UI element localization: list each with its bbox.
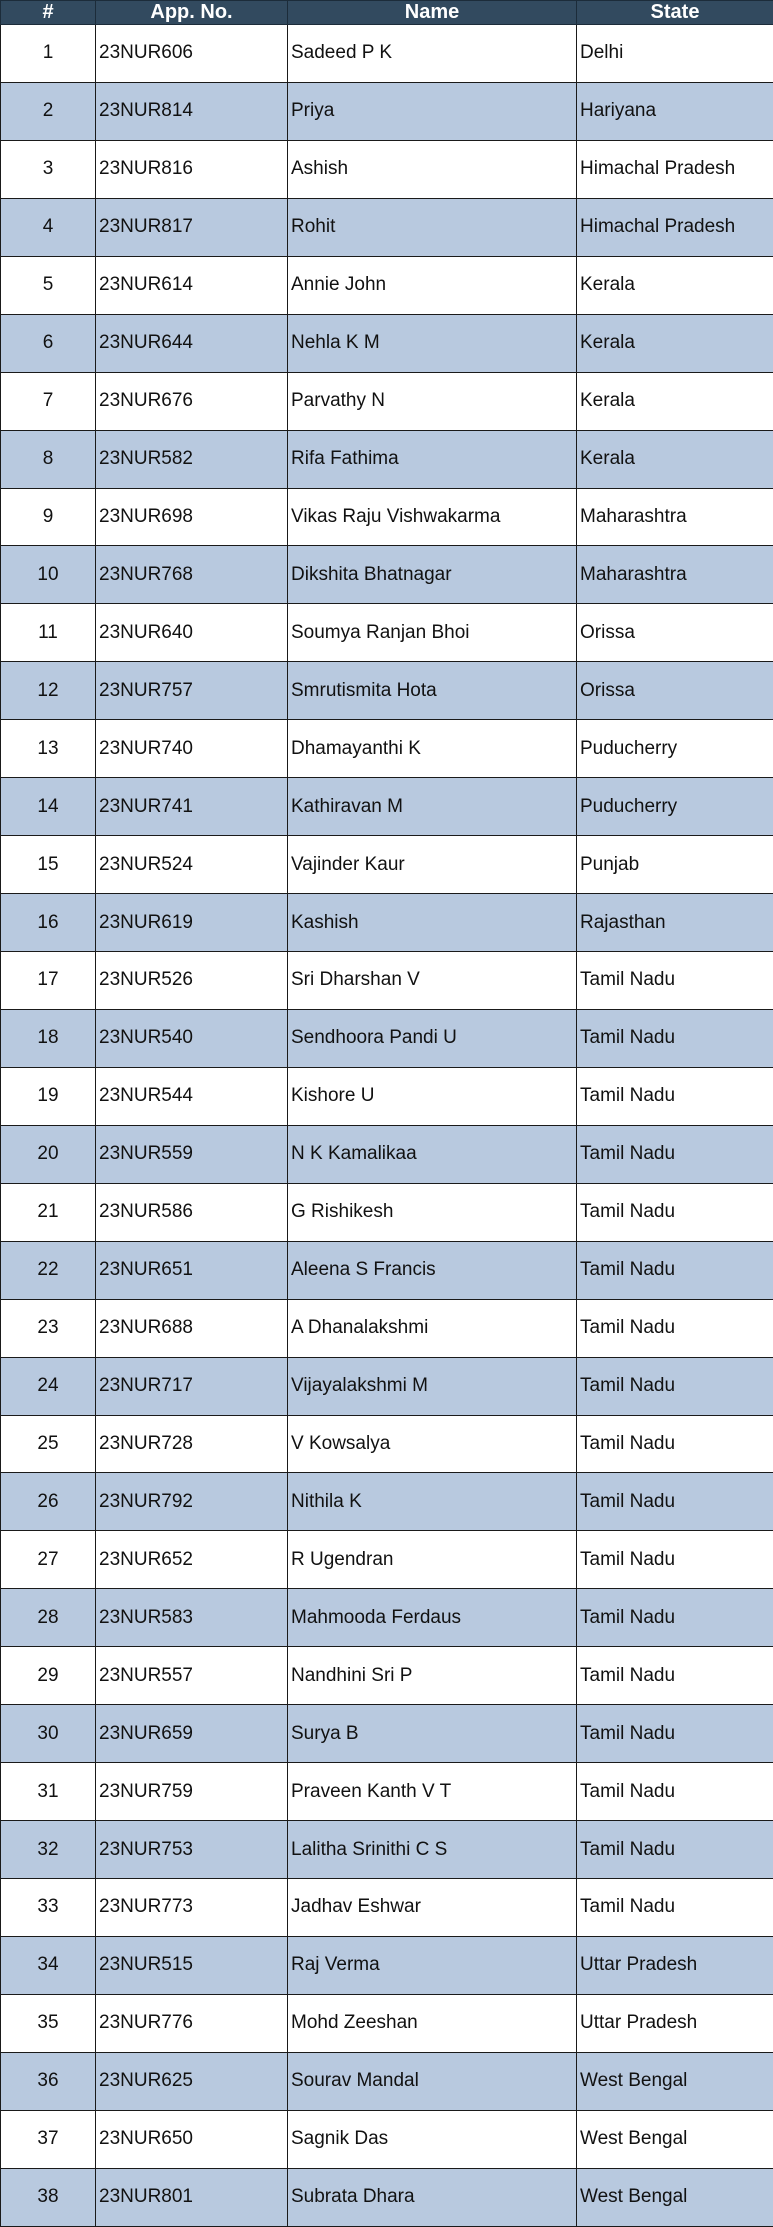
table-row [1, 1763, 773, 1821]
table-row [1, 894, 773, 952]
cell-serial: 32 [1, 1821, 96, 1879]
cell-name: Mohd Zeeshan [288, 1994, 577, 2052]
cell-serial: 9 [1, 488, 96, 546]
table-row [1, 198, 773, 256]
cell-name: Aleena S Francis [288, 1241, 577, 1299]
table-row [1, 25, 773, 83]
table-row [1, 662, 773, 720]
cell-name: Sourav Mandal [288, 2052, 577, 2110]
cell-app-no: 23NUR741 [96, 778, 288, 836]
cell-name: Rifa Fathima [288, 430, 577, 488]
cell-state: Tamil Nadu [577, 1299, 773, 1357]
cell-serial: 16 [1, 894, 96, 952]
table-row [1, 314, 773, 372]
cell-app-no: 23NUR540 [96, 1009, 288, 1067]
table-row [1, 1357, 773, 1415]
cell-state: West Bengal [577, 2168, 773, 2226]
cell-state: Tamil Nadu [577, 1357, 773, 1415]
cell-state: Kerala [577, 372, 773, 430]
table-row [1, 1241, 773, 1299]
cell-state: Tamil Nadu [577, 1241, 773, 1299]
cell-app-no: 23NUR768 [96, 546, 288, 604]
table-row [1, 1299, 773, 1357]
cell-serial: 7 [1, 372, 96, 430]
header-serial: # [1, 1, 96, 25]
cell-state: Tamil Nadu [577, 1531, 773, 1589]
cell-serial: 18 [1, 1009, 96, 1067]
cell-state: Kerala [577, 430, 773, 488]
cell-serial: 34 [1, 1936, 96, 1994]
cell-name: Sadeed P K [288, 25, 577, 83]
cell-app-no: 23NUR640 [96, 604, 288, 662]
cell-state: Puducherry [577, 720, 773, 778]
header-row [1, 1, 773, 25]
cell-app-no: 23NUR619 [96, 894, 288, 952]
cell-serial: 4 [1, 198, 96, 256]
table-row [1, 2052, 773, 2110]
cell-name: Kashish [288, 894, 577, 952]
cell-app-no: 23NUR557 [96, 1647, 288, 1705]
cell-name: Sri Dharshan V [288, 952, 577, 1010]
cell-name: Subrata Dhara [288, 2168, 577, 2226]
header-name: Name [288, 1, 577, 25]
cell-state: Tamil Nadu [577, 1763, 773, 1821]
cell-serial: 33 [1, 1879, 96, 1937]
cell-app-no: 23NUR524 [96, 836, 288, 894]
cell-serial: 3 [1, 140, 96, 198]
table-row [1, 604, 773, 662]
table-row [1, 1125, 773, 1183]
cell-name: N K Kamalikaa [288, 1125, 577, 1183]
table-row [1, 720, 773, 778]
cell-app-no: 23NUR651 [96, 1241, 288, 1299]
cell-serial: 26 [1, 1473, 96, 1531]
cell-app-no: 23NUR515 [96, 1936, 288, 1994]
cell-app-no: 23NUR753 [96, 1821, 288, 1879]
cell-state: Orissa [577, 604, 773, 662]
cell-serial: 1 [1, 25, 96, 83]
cell-serial: 24 [1, 1357, 96, 1415]
cell-serial: 36 [1, 2052, 96, 2110]
cell-app-no: 23NUR586 [96, 1183, 288, 1241]
table-row [1, 836, 773, 894]
cell-name: Soumya Ranjan Bhoi [288, 604, 577, 662]
cell-state: Puducherry [577, 778, 773, 836]
cell-name: Sendhoora Pandi U [288, 1009, 577, 1067]
cell-name: Parvathy N [288, 372, 577, 430]
cell-app-no: 23NUR559 [96, 1125, 288, 1183]
table-row [1, 1589, 773, 1647]
cell-app-no: 23NUR773 [96, 1879, 288, 1937]
cell-serial: 12 [1, 662, 96, 720]
cell-app-no: 23NUR814 [96, 82, 288, 140]
cell-state: Tamil Nadu [577, 1125, 773, 1183]
cell-state: Hariyana [577, 82, 773, 140]
table-row [1, 2110, 773, 2168]
cell-name: Annie John [288, 256, 577, 314]
table-row [1, 372, 773, 430]
cell-state: West Bengal [577, 2052, 773, 2110]
cell-name: Vikas Raju Vishwakarma [288, 488, 577, 546]
table-row [1, 2168, 773, 2226]
cell-name: Kishore U [288, 1067, 577, 1125]
cell-serial: 15 [1, 836, 96, 894]
cell-state: Tamil Nadu [577, 1473, 773, 1531]
cell-name: Ashish [288, 140, 577, 198]
cell-app-no: 23NUR801 [96, 2168, 288, 2226]
cell-name: Smrutismita Hota [288, 662, 577, 720]
cell-state: Tamil Nadu [577, 1821, 773, 1879]
cell-serial: 14 [1, 778, 96, 836]
cell-state: Rajasthan [577, 894, 773, 952]
cell-state: Tamil Nadu [577, 1647, 773, 1705]
table-row [1, 1705, 773, 1763]
cell-app-no: 23NUR698 [96, 488, 288, 546]
table-row [1, 952, 773, 1010]
cell-state: Himachal Pradesh [577, 198, 773, 256]
cell-name: R Ugendran [288, 1531, 577, 1589]
cell-serial: 17 [1, 952, 96, 1010]
cell-state: Maharashtra [577, 546, 773, 604]
table-row [1, 778, 773, 836]
cell-name: Raj Verma [288, 1936, 577, 1994]
cell-serial: 6 [1, 314, 96, 372]
cell-app-no: 23NUR544 [96, 1067, 288, 1125]
table-row [1, 1009, 773, 1067]
cell-name: Nithila K [288, 1473, 577, 1531]
cell-app-no: 23NUR625 [96, 2052, 288, 2110]
cell-name: Praveen Kanth V T [288, 1763, 577, 1821]
cell-name: Mahmooda Ferdaus [288, 1589, 577, 1647]
cell-app-no: 23NUR582 [96, 430, 288, 488]
cell-state: Tamil Nadu [577, 1589, 773, 1647]
cell-name: A Dhanalakshmi [288, 1299, 577, 1357]
cell-app-no: 23NUR740 [96, 720, 288, 778]
cell-serial: 5 [1, 256, 96, 314]
table-row [1, 1531, 773, 1589]
cell-state: Uttar Pradesh [577, 1994, 773, 2052]
cell-app-no: 23NUR776 [96, 1994, 288, 2052]
cell-state: Punjab [577, 836, 773, 894]
cell-name: V Kowsalya [288, 1415, 577, 1473]
cell-serial: 10 [1, 546, 96, 604]
table-row [1, 1647, 773, 1705]
cell-app-no: 23NUR526 [96, 952, 288, 1010]
cell-state: Himachal Pradesh [577, 140, 773, 198]
table-row [1, 1821, 773, 1879]
cell-name: Surya B [288, 1705, 577, 1763]
cell-state: Delhi [577, 25, 773, 83]
cell-serial: 31 [1, 1763, 96, 1821]
cell-name: Nehla K M [288, 314, 577, 372]
cell-state: Tamil Nadu [577, 952, 773, 1010]
table-row [1, 488, 773, 546]
cell-app-no: 23NUR606 [96, 25, 288, 83]
table-row [1, 430, 773, 488]
cell-app-no: 23NUR688 [96, 1299, 288, 1357]
cell-name: Rohit [288, 198, 577, 256]
cell-serial: 35 [1, 1994, 96, 2052]
cell-state: Orissa [577, 662, 773, 720]
cell-serial: 22 [1, 1241, 96, 1299]
table-row [1, 1473, 773, 1531]
cell-app-no: 23NUR652 [96, 1531, 288, 1589]
cell-state: Uttar Pradesh [577, 1936, 773, 1994]
header-app-no: App. No. [96, 1, 288, 25]
cell-name: Dhamayanthi K [288, 720, 577, 778]
cell-app-no: 23NUR614 [96, 256, 288, 314]
cell-name: Jadhav Eshwar [288, 1879, 577, 1937]
cell-serial: 27 [1, 1531, 96, 1589]
table-row [1, 1183, 773, 1241]
cell-state: Tamil Nadu [577, 1415, 773, 1473]
cell-app-no: 23NUR676 [96, 372, 288, 430]
cell-name: Nandhini Sri P [288, 1647, 577, 1705]
cell-serial: 29 [1, 1647, 96, 1705]
table-row [1, 546, 773, 604]
cell-state: Tamil Nadu [577, 1067, 773, 1125]
table-row [1, 1067, 773, 1125]
cell-app-no: 23NUR717 [96, 1357, 288, 1415]
table-row [1, 1994, 773, 2052]
table-row [1, 1936, 773, 1994]
cell-state: Maharashtra [577, 488, 773, 546]
cell-state: Tamil Nadu [577, 1705, 773, 1763]
cell-serial: 13 [1, 720, 96, 778]
cell-serial: 25 [1, 1415, 96, 1473]
cell-serial: 38 [1, 2168, 96, 2226]
table-row [1, 1415, 773, 1473]
cell-state: Tamil Nadu [577, 1183, 773, 1241]
cell-serial: 19 [1, 1067, 96, 1125]
cell-serial: 21 [1, 1183, 96, 1241]
table-row [1, 1879, 773, 1937]
table-body [1, 25, 773, 2227]
cell-name: Sagnik Das [288, 2110, 577, 2168]
cell-state: Kerala [577, 256, 773, 314]
cell-app-no: 23NUR650 [96, 2110, 288, 2168]
cell-name: Lalitha Srinithi C S [288, 1821, 577, 1879]
cell-serial: 8 [1, 430, 96, 488]
cell-serial: 23 [1, 1299, 96, 1357]
cell-state: West Bengal [577, 2110, 773, 2168]
cell-name: Vijayalakshmi M [288, 1357, 577, 1415]
cell-app-no: 23NUR644 [96, 314, 288, 372]
cell-name: G Rishikesh [288, 1183, 577, 1241]
header-state: State [577, 1, 773, 25]
table-row [1, 82, 773, 140]
cell-name: Priya [288, 82, 577, 140]
cell-app-no: 23NUR792 [96, 1473, 288, 1531]
cell-name: Dikshita Bhatnagar [288, 546, 577, 604]
cell-app-no: 23NUR583 [96, 1589, 288, 1647]
cell-state: Tamil Nadu [577, 1879, 773, 1937]
cell-app-no: 23NUR728 [96, 1415, 288, 1473]
cell-serial: 37 [1, 2110, 96, 2168]
cell-state: Kerala [577, 314, 773, 372]
cell-app-no: 23NUR759 [96, 1763, 288, 1821]
table-header [1, 1, 773, 25]
table-row [1, 140, 773, 198]
cell-serial: 28 [1, 1589, 96, 1647]
cell-name: Vajinder Kaur [288, 836, 577, 894]
cell-app-no: 23NUR659 [96, 1705, 288, 1763]
cell-app-no: 23NUR757 [96, 662, 288, 720]
cell-serial: 30 [1, 1705, 96, 1763]
cell-name: Kathiravan M [288, 778, 577, 836]
cell-serial: 2 [1, 82, 96, 140]
cell-app-no: 23NUR816 [96, 140, 288, 198]
cell-state: Tamil Nadu [577, 1009, 773, 1067]
cell-serial: 20 [1, 1125, 96, 1183]
table-row [1, 256, 773, 314]
cell-serial: 11 [1, 604, 96, 662]
cell-app-no: 23NUR817 [96, 198, 288, 256]
